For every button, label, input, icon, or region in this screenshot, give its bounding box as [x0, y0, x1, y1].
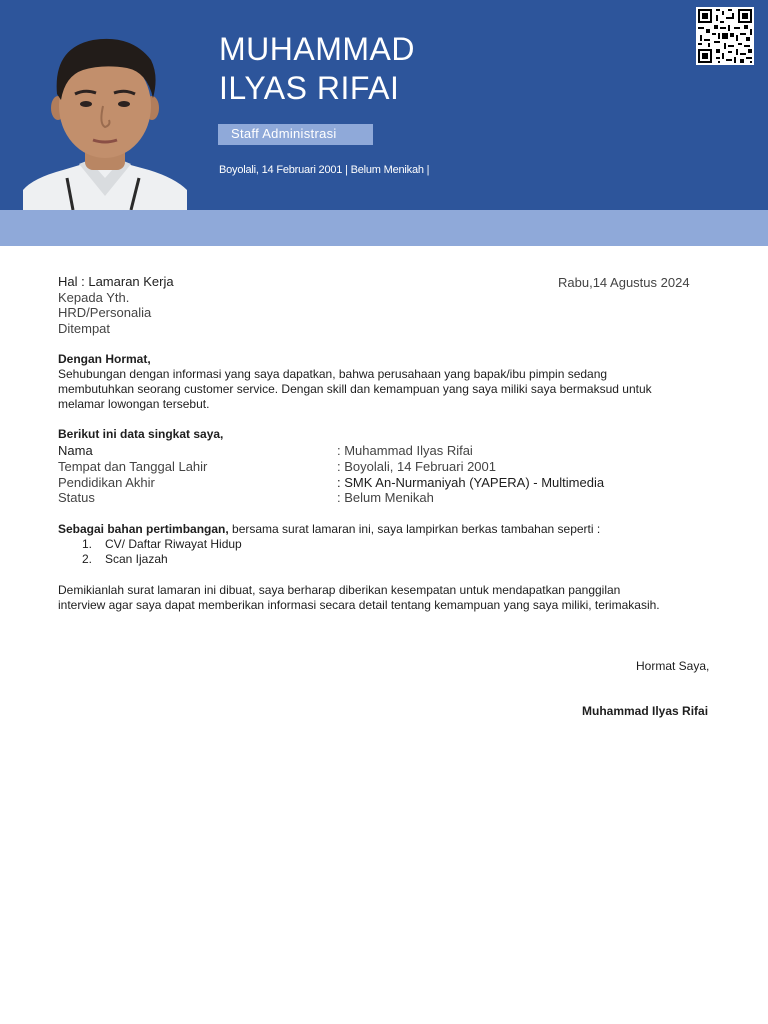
recipient-line-2: HRD/Personalia [58, 305, 152, 320]
data-value-birth: : Boyolali, 14 Februari 2001 [337, 459, 496, 474]
intro-paragraph [58, 367, 652, 412]
consideration-bold: Sebagai bahan pertimbangan, [58, 522, 229, 536]
list-item-number: 2. [82, 552, 93, 566]
data-value-education: : SMK An-Nurmaniyah (YAPERA) - Multimedia [337, 475, 605, 490]
data-label-birth: Tempat dan Tanggal Lahir [58, 459, 208, 474]
data-value-status: : Belum Menikah [337, 490, 434, 505]
profile-photo [23, 28, 187, 210]
signature-name: Muhammad Ilyas Rifai [582, 704, 709, 718]
letter-subject: Hal : Lamaran Kerja [58, 274, 174, 289]
qr-code [696, 7, 754, 65]
data-label-education: Pendidikan Akhir [58, 475, 155, 490]
closing-line: interview agar saya dapat memberikan informasi secara detail tentang kemampuan yang saya miliki, terimakasih. [58, 598, 660, 612]
intro-line: melamar lowongan tersebut. [58, 397, 210, 411]
data-label-status: Status [58, 490, 95, 505]
header-accent-band [0, 210, 768, 246]
list-item: Scan Ijazah [105, 552, 168, 566]
intro-line: Sehubungan dengan informasi yang saya dapatkan, bahwa perusahaan yang bapak/ibu pimpin sedang [58, 367, 608, 381]
recipient-line-1: Kepada Yth. [58, 290, 130, 305]
intro-line: membutuhkan seorang customer service. Dengan skill dan kemampuan yang saya miliki saya bermaksud untuk [58, 382, 652, 396]
closing-line: Demikianlah surat lamaran ini dibuat, saya berharap diberikan kesempatan untuk mendapatkan panggilan [58, 583, 621, 597]
consideration-rest: bersama surat lamaran ini, saya lampirkan berkas tambahan seperti : [228, 522, 601, 536]
position-badge: Staff Administrasi [218, 124, 373, 145]
name-line-2: ILYAS RIFAI [219, 70, 400, 106]
sign-off: Hormat Saya, [636, 659, 710, 673]
data-label-name: Nama [58, 443, 93, 458]
name-line-1: MUHAMMAD [219, 31, 415, 67]
list-item-number: 1. [82, 537, 93, 551]
greeting: Dengan Hormat, [58, 352, 151, 366]
personal-meta: Boyolali, 14 Februari 2001 | Belum Menikah | [219, 164, 430, 176]
data-value-name: : Muhammad Ilyas Rifai [337, 443, 473, 458]
recipient-line-3: Ditempat [58, 321, 111, 336]
consideration-line [58, 522, 600, 537]
data-heading: Berikut ini data singkat saya, [58, 427, 224, 441]
letter-date: Rabu,14 Agustus 2024 [558, 275, 690, 290]
closing-paragraph [58, 583, 660, 613]
applicant-name [219, 30, 415, 108]
list-item: CV/ Daftar Riwayat Hidup [105, 537, 242, 551]
